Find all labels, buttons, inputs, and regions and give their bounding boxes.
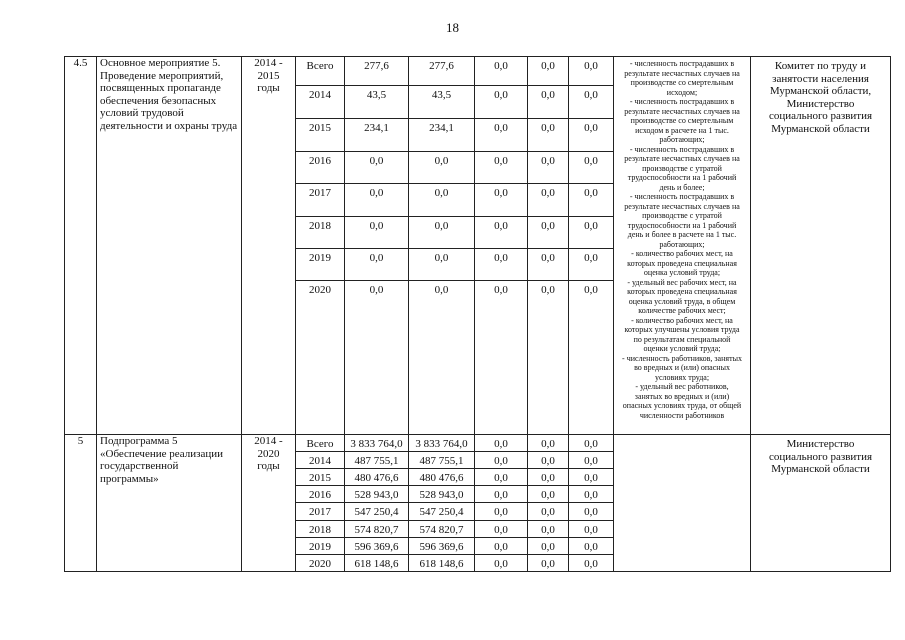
year-cell: 2017 [296,503,345,521]
indicator-line: результате несчастных случаев на [624,154,740,163]
item-number-cell: 5 [65,435,97,572]
other-sources-cell: 0,0 [569,184,614,217]
indicator-line: исходом; [666,87,698,97]
executor-cell [751,57,891,435]
executor-line: занятости населения [772,72,869,85]
local-budget-cell: 0,0 [528,86,569,119]
local-budget-cell: 0,0 [528,435,569,452]
program-table [64,56,891,572]
federal-budget-cell: 0,0 [475,217,528,249]
executor-line: Мурманской области [771,122,870,135]
total-value-cell: 43,5 [345,86,409,119]
total-value-cell: 0,0 [345,249,409,281]
indicators-cell [614,435,751,572]
regional-budget-cell: 547 250,4 [409,503,475,521]
item-name-line: Основное мероприятие 5. [100,57,221,69]
year-cell: 2019 [296,538,345,555]
regional-budget-cell: 0,0 [409,249,475,281]
executor-line: Мурманской области, [769,85,872,97]
total-value-cell: 574 820,7 [345,521,409,538]
year-cell: 2018 [296,521,345,538]
indicator-line: производстве со смертельным [630,78,734,87]
table-row [65,435,891,452]
federal-budget-cell: 0,0 [475,281,528,435]
total-value-cell: 0,0 [345,152,409,184]
year-cell: 2014 [296,86,345,119]
local-budget-cell: 0,0 [528,486,569,503]
other-sources-cell: 0,0 [569,435,614,452]
indicator-line: - количество рабочих мест, на [631,315,733,325]
indicator-line: производстве с утратой [642,163,722,173]
federal-budget-cell: 0,0 [475,152,528,184]
local-budget-cell: 0,0 [528,452,569,469]
item-name-line: условий трудовой [100,107,184,119]
year-cell: Всего [296,57,345,86]
period-line: годы [257,82,280,94]
executor-line: социального развития [768,110,873,122]
total-value-cell: 596 369,6 [345,538,409,555]
executor-line: Мурманской области [771,463,870,475]
item-number-cell: 4.5 [65,57,97,435]
indicator-line: работающих; [659,239,705,249]
indicator-line: численности работников [639,410,725,420]
federal-budget-cell: 0,0 [475,503,528,521]
total-value-cell: 480 476,6 [345,469,409,486]
indicator-line: производстве со смертельным [630,116,734,125]
indicator-line: оценка условий труда; [643,268,721,277]
regional-budget-cell: 528 943,0 [409,486,475,503]
indicator-line: которых проведена специальная [627,287,737,296]
item-name-cell [97,435,242,572]
indicator-line: - численность пострадавших в [629,192,735,201]
regional-budget-cell: 3 833 764,0 [409,435,475,452]
local-budget-cell: 0,0 [528,521,569,538]
total-value-cell: 0,0 [345,217,409,249]
item-name-line: деятельности и охраны труда [100,119,238,132]
federal-budget-cell: 0,0 [475,119,528,152]
federal-budget-cell: 0,0 [475,469,528,486]
indicator-line: опасных условиях труда, от общей [622,401,742,410]
other-sources-cell: 0,0 [569,217,614,249]
indicator-line: во вредных и (или) опасных [634,363,730,372]
local-budget-cell: 0,0 [528,281,569,435]
period-cell [242,57,296,435]
page-number: 18 [446,20,459,35]
other-sources-cell: 0,0 [569,555,614,572]
indicator-line: занятых во вредных и (или) [634,391,730,401]
year-cell: 2017 [296,184,345,217]
table-row [65,57,891,86]
indicator-line: которых проведена специальная [627,258,737,268]
period-line: 2014 - [254,435,283,447]
indicator-line: день и более; [659,182,705,192]
total-value-cell: 547 250,4 [345,503,409,521]
year-cell: 2020 [296,281,345,435]
other-sources-cell: 0,0 [569,57,614,86]
local-budget-cell: 0,0 [528,503,569,521]
local-budget-cell: 0,0 [528,184,569,217]
indicator-line: - численность работников, занятых [622,353,742,363]
indicator-line: результате несчастных случаев на [624,201,740,211]
item-name-line: посвященных пропаганде [100,82,221,94]
other-sources-cell: 0,0 [569,281,614,435]
indicator-line: трудоспособности на 1 рабочий [627,220,737,230]
indicator-line: трудоспособности на 1 рабочий [627,173,737,182]
indicator-line: производстве с утратой [642,211,722,220]
other-sources-cell: 0,0 [569,503,614,521]
federal-budget-cell: 0,0 [475,184,528,217]
year-cell: 2020 [296,555,345,572]
item-name-line: программы» [100,472,159,485]
indicator-line: день и более в расчете на 1 тыс. [627,230,737,239]
regional-budget-cell: 480 476,6 [409,469,475,486]
indicator-line: количестве рабочих мест; [638,306,726,315]
other-sources-cell: 0,0 [569,521,614,538]
federal-budget-cell: 0,0 [475,57,528,86]
federal-budget-cell: 0,0 [475,521,528,538]
regional-budget-cell: 618 148,6 [409,555,475,572]
total-value-cell: 618 148,6 [345,555,409,572]
indicator-line: результате несчастных случаев на [624,68,740,78]
indicator-line: - численность пострадавших в [629,97,735,106]
item-name-line: государственной [100,460,179,472]
indicator-line: - удельный вес рабочих мест, на [627,277,737,287]
year-cell: 2015 [296,469,345,486]
period-line: 2020 [257,447,280,460]
indicator-line: - количество рабочих мест, на [631,249,733,258]
executor-line: Министерство [786,97,855,110]
indicator-line: оценки условий труда; [643,344,721,353]
indicator-line: исходом в расчете на 1 тыс. [635,125,729,135]
total-value-cell: 277,6 [345,57,409,86]
other-sources-cell: 0,0 [569,152,614,184]
federal-budget-cell: 0,0 [475,86,528,119]
item-name-line: Подпрограмма 5 [100,435,178,447]
regional-budget-cell: 0,0 [409,281,475,435]
regional-budget-cell: 0,0 [409,217,475,249]
indicator-line: которых улучшены условия труда [624,325,740,334]
federal-budget-cell: 0,0 [475,538,528,555]
regional-budget-cell: 487 755,1 [409,452,475,469]
total-value-cell: 0,0 [345,281,409,435]
item-name-line: Проведение мероприятий, [100,69,224,82]
indicator-line: - численность пострадавших в [629,144,735,154]
year-cell: 2015 [296,119,345,152]
local-budget-cell: 0,0 [528,217,569,249]
indicator-line: оценка условий труда, в общем [628,296,736,306]
regional-budget-cell: 0,0 [409,152,475,184]
year-cell: 2016 [296,486,345,503]
regional-budget-cell: 234,1 [409,119,475,152]
indicator-line: по результатам специальной [633,334,731,344]
item-name-cell [97,57,242,435]
year-cell: 2016 [296,152,345,184]
period-line: 2014 - [254,57,283,69]
federal-budget-cell: 0,0 [475,555,528,572]
local-budget-cell: 0,0 [528,249,569,281]
local-budget-cell: 0,0 [528,538,569,555]
local-budget-cell: 0,0 [528,152,569,184]
total-value-cell: 487 755,1 [345,452,409,469]
local-budget-cell: 0,0 [528,469,569,486]
other-sources-cell: 0,0 [569,119,614,152]
regional-budget-cell: 0,0 [409,184,475,217]
regional-budget-cell: 596 369,6 [409,538,475,555]
other-sources-cell: 0,0 [569,86,614,119]
table-body [65,57,891,572]
local-budget-cell: 0,0 [528,119,569,152]
other-sources-cell: 0,0 [569,469,614,486]
executor-cell [751,435,891,572]
other-sources-cell: 0,0 [569,538,614,555]
other-sources-cell: 0,0 [569,249,614,281]
total-value-cell: 234,1 [345,119,409,152]
indicator-line: результате несчастных случаев на [624,106,740,116]
federal-budget-cell: 0,0 [475,452,528,469]
year-cell: 2019 [296,249,345,281]
local-budget-cell: 0,0 [528,555,569,572]
total-value-cell: 528 943,0 [345,486,409,503]
year-cell: 2018 [296,217,345,249]
local-budget-cell: 0,0 [528,57,569,86]
indicator-line: условиях труда; [654,372,710,382]
total-value-cell: 3 833 764,0 [345,435,409,452]
period-line: годы [257,460,280,472]
indicator-line: - удельный вес работников, [635,382,729,391]
executor-line: Комитет по труду и [774,60,867,72]
other-sources-cell: 0,0 [569,486,614,503]
federal-budget-cell: 0,0 [475,249,528,281]
indicator-line: - численность пострадавших в [629,59,735,68]
item-name-line: обеспечения безопасных [100,94,217,107]
regional-budget-cell: 43,5 [409,86,475,119]
other-sources-cell: 0,0 [569,452,614,469]
year-cell: 2014 [296,452,345,469]
indicator-line: работающих; [659,135,705,144]
item-name-line: «Обеспечение реализации [100,447,224,460]
federal-budget-cell: 0,0 [475,486,528,503]
regional-budget-cell: 574 820,7 [409,521,475,538]
executor-line: социального развития [768,450,873,463]
executor-line: Министерство [786,438,855,450]
period-line: 2015 [257,69,280,82]
indicators-cell [614,57,751,435]
year-cell: Всего [296,435,345,452]
federal-budget-cell: 0,0 [475,435,528,452]
regional-budget-cell: 277,6 [409,57,475,86]
period-cell [242,435,296,572]
total-value-cell: 0,0 [345,184,409,217]
